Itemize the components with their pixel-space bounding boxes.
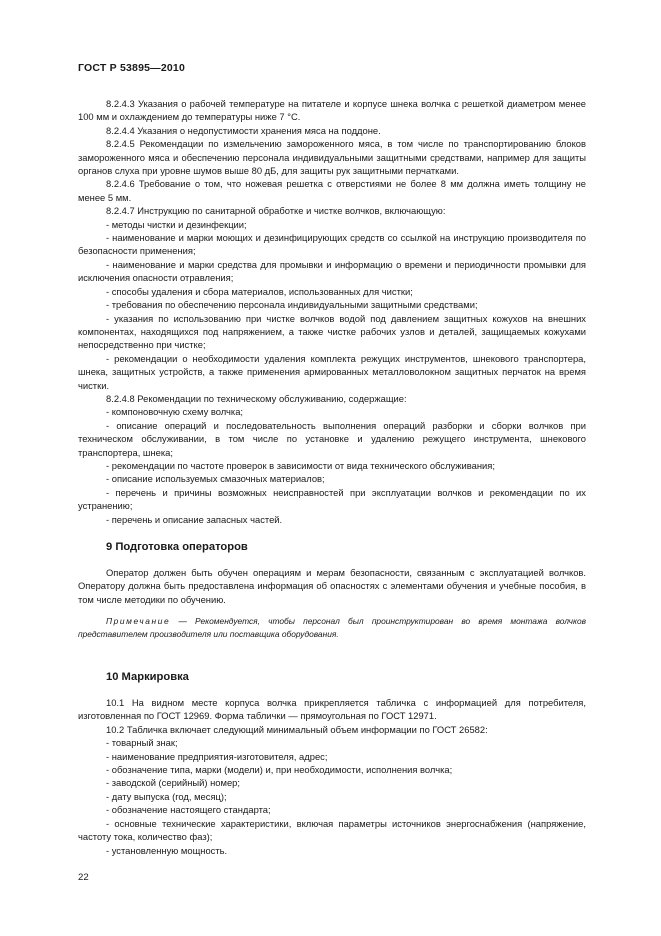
- list-item: - указания по использованию при чистке волчков водой под давлением защитных кожухов на внешних компонентах, находящихся под напряжением, а также чистке рабочих узлов и деталей, защищаемых кожухами непосредственно при чистке;: [78, 312, 586, 351]
- list-item: - перечень и причины возможных неисправностей при эксплуатации волчков и рекомендации по их устранению;: [78, 486, 586, 512]
- list-item: - товарный знак;: [106, 737, 178, 749]
- list-item: - наименование предприятия-изготовителя, адрес;: [106, 750, 328, 762]
- clause-8-2-4-6: 8.2.4.6 Требование о том, что ножевая решетка с отверстиями не более 8 мм должна иметь толщину не менее 5 мм.: [78, 178, 586, 203]
- clause-10-2: 10.2 Табличка включает следующий минимальный объем информации по ГОСТ 26582:: [106, 723, 488, 735]
- clause-8-2-4-4: 8.2.4.4 Указания о недопустимости хранения мяса на поддоне.: [106, 124, 381, 136]
- section-9-heading: 9 Подготовка операторов: [106, 541, 248, 553]
- document-header: ГОСТ Р 53895—2010: [78, 62, 186, 74]
- list-item: - перечень и описание запасных частей.: [106, 513, 283, 525]
- clause-8-2-4-5: 8.2.4.5 Рекомендации по измельчению замороженного мяса, в том числе по транспортированию блоков замороженного мяса и обеспечению персонала индивидуальными защитными средствами, например для защиты органов слуха при уровне шумов выше 80 дБ, для защиты рук защитными перчатками.: [78, 138, 586, 177]
- section-9-note: [78, 615, 586, 640]
- document-body: [78, 97, 586, 857]
- clause-8-2-4-3: 8.2.4.3 Указания о рабочей температуре на питателе и корпусе шнека волчка с решеткой диаметром менее 100 мм и охлаждением до температуры ниже 7 °С.: [78, 98, 586, 123]
- clause-8-2-4-8: 8.2.4.8 Рекомендации по техническому обслуживанию, содержащие:: [106, 392, 407, 404]
- list-item: - дату выпуска (год, месяц);: [106, 790, 227, 802]
- list-item: - способы удаления и сбора материалов, использованных для чистки;: [106, 285, 413, 297]
- section-9-paragraph: Оператор должен быть обучен операциям и мерам безопасности, связанным с эксплуатацией волчков. Оператору должна быть предоставлена информация об опасностях с элементами обучения и учебные пособия, в том числе методики по обучению.: [78, 567, 586, 605]
- list-item: - основные технические характеристики, включая параметры источников энергоснабжения (напряжение, частоту тока, количество фаз);: [78, 817, 586, 843]
- list-item: - компоновочную схему волчка;: [106, 406, 244, 418]
- list-item: - рекомендации по частоте проверок в зависимости от вида технического обслуживания;: [106, 459, 495, 471]
- list-item: - наименование и марки средства для промывки и информацию о времени и периодичности промывки для исключения опасности отравления;: [78, 258, 586, 284]
- note-text: — Рекомендуется, чтобы персонал был проинструктирован во время монтажа волчков представителем производителя или поставщика оборудования.: [78, 616, 586, 639]
- list-item: - описание используемых смазочных материалов;: [106, 473, 325, 485]
- list-item: - установленную мощность.: [106, 844, 228, 856]
- page-number: 22: [78, 872, 89, 883]
- clause-10-1: 10.1 На видном месте корпуса волчка прикрепляется табличка с информацией для потребителя, изготовленная по ГОСТ 12969. Форма таблички — прямоугольная по ГОСТ 12971.: [78, 697, 586, 722]
- section-10-heading: 10 Маркировка: [106, 671, 189, 684]
- list-item: - описание операций и последовательность выполнения операций разборки и сборки волчков при техническом обслуживании, в том числе по установке и удалению режущего инструмента, шнекового транспортера, шнека;: [78, 419, 586, 458]
- list-item: - рекомендации о необходимости удаления комплекта режущих инструментов, шнекового транспортера, шнека, защитных устройств, а также применения армированных металловолокном защитных перчаток на время чистки.: [78, 352, 586, 391]
- list-item: - наименование и марки моющих и дезинфицирующих средств со ссылкой на инструкцию производителя по безопасности применения;: [78, 232, 586, 257]
- list-item: - обозначение настоящего стандарта;: [106, 804, 271, 816]
- list-item: - обозначение типа, марки (модели) и, при необходимости, исполнения волчка;: [106, 764, 453, 776]
- clause-8-2-4-7: 8.2.4.7 Инструкцию по санитарной обработке и чистке волчков, включающую:: [106, 205, 446, 217]
- list-item: - требования по обеспечению персонала индивидуальными защитными средствами;: [106, 299, 478, 311]
- note-label: Примечание: [106, 616, 171, 627]
- list-item: - заводской (серийный) номер;: [106, 777, 241, 789]
- list-item: - методы чистки и дезинфекции;: [106, 218, 247, 230]
